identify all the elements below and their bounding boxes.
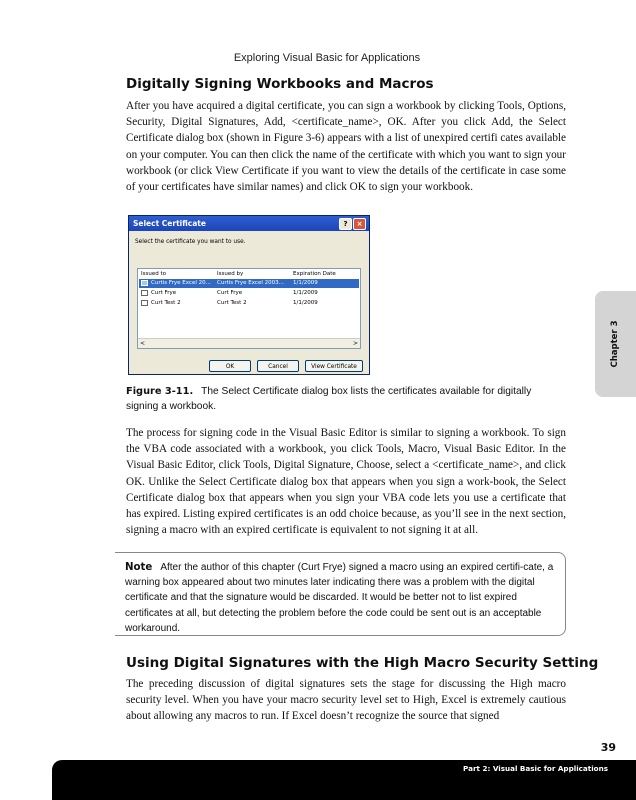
figure-caption bbox=[126, 385, 566, 414]
column-header-expiration[interactable]: Expiration Date bbox=[293, 271, 336, 277]
select-certificate-dialog bbox=[128, 215, 370, 375]
footer-text: Part 2: Visual Basic for Applications bbox=[463, 764, 608, 773]
figure-label: Figure 3-11. bbox=[126, 386, 194, 397]
cell-issued-to: Curt Test 2 bbox=[151, 300, 181, 306]
certificate-row[interactable] bbox=[139, 279, 359, 288]
note-label: Note bbox=[125, 562, 153, 573]
cell-issued-by: Curt Frye bbox=[217, 290, 243, 296]
section-heading-high-security: Using Digital Signatures with the High Macro Security Setting bbox=[126, 655, 599, 671]
view-certificate-button[interactable]: View Certificate bbox=[305, 360, 363, 372]
certificate-row[interactable] bbox=[139, 289, 359, 298]
chapter-tab-label: Chapter 3 bbox=[610, 320, 620, 368]
paragraph-vba-signing: The process for signing code in the Visual Basic Editor is similar to signing a workbook. To sign the VBA code associated with a workbook, you click Tools, Macro, Visual Basic Editor. In the Visual Basic Editor, click Tools, Digital Signature, Choose, select a <certificate_name>, and click OK. Unlike the Select Certificate dialog box that appears when you sign a work-book, the Select Certificate dialog box that appears when you sign your VBA code lets you use a certificate that has expired. Listing expired certificates is an odd choice because, as you’ll see in the next section, signing a macro with an expired certificate is equivalent to not signing it at all. bbox=[126, 427, 566, 537]
dialog-title: Select Certificate bbox=[133, 219, 206, 228]
note-box bbox=[115, 552, 566, 636]
section-heading-signing: Digitally Signing Workbooks and Macros bbox=[126, 76, 434, 92]
certificate-icon bbox=[141, 280, 148, 286]
cell-issued-to: Curt Frye bbox=[151, 290, 177, 296]
ok-button[interactable]: OK bbox=[209, 360, 251, 372]
column-header-issued-to[interactable]: Issued to bbox=[141, 271, 166, 277]
cell-expiration: 1/1/2009 bbox=[293, 280, 318, 286]
horizontal-scrollbar[interactable] bbox=[138, 338, 360, 348]
running-head: Exploring Visual Basic for Applications bbox=[233, 52, 421, 64]
paragraph-signing: After you have acquired a digital certificate, you can sign a workbook by clicking Tools, Options, Security, Digital Signatures, Add, <certificate_name>, OK. After you click Add, the Select Certificate dialog box (shown in Figure 3-6) appears with a list of unexpired certifi cates available on your computer. You can then click the name of the certificate with which you want to sign your workbook (or click View Certificate if you want to view the details of the certificate in case some of your certificates have similar names) and click OK to sign your workbook. bbox=[126, 100, 566, 194]
cancel-button[interactable]: Cancel bbox=[257, 360, 299, 372]
certificate-list[interactable] bbox=[137, 268, 361, 349]
paragraph-high-security: The preceding discussion of digital signatures sets the stage for discussing the High macro security level. When you have your macro security level set to High, Excel is extremely cautious about allowing any macros to run. If Excel doesn’t recognize the source that signed bbox=[126, 678, 566, 723]
cell-expiration: 1/1/2009 bbox=[293, 300, 318, 306]
certificate-icon bbox=[141, 300, 148, 306]
note-text: After the author of this chapter (Curt Frye) signed a macro using an expired certifi-cate, a warning box appeared about two minutes later indicating there was a problem with the digital certificate and that the signature would be discarded. It would be better not to list expired certificates at all, but detecting the problem before the code could be sent out is an acceptable workaround. bbox=[125, 562, 554, 634]
dialog-instruction: Select the certificate you want to use. bbox=[135, 239, 246, 245]
column-header-issued-by[interactable]: Issued by bbox=[217, 271, 244, 277]
figure-caption-text: The Select Certificate dialog box lists the certificates available for digitally signing a workbook. bbox=[126, 386, 532, 412]
cell-issued-by: Curtis Frye Excel 2003... bbox=[217, 280, 284, 286]
cell-expiration: 1/1/2009 bbox=[293, 290, 318, 296]
page-number: 39 bbox=[600, 741, 616, 754]
certificate-icon bbox=[141, 290, 148, 296]
certificate-row[interactable] bbox=[139, 299, 359, 308]
cell-issued-by: Curt Test 2 bbox=[217, 300, 247, 306]
scroll-right-icon[interactable]: > bbox=[352, 340, 358, 347]
footer-bar bbox=[52, 760, 636, 800]
cell-issued-to: Curtis Frye Excel 20... bbox=[151, 280, 211, 286]
close-button[interactable]: × bbox=[353, 218, 366, 230]
scroll-left-icon[interactable]: < bbox=[140, 340, 146, 347]
chapter-tab bbox=[595, 291, 636, 397]
dialog-title-bar bbox=[129, 216, 369, 231]
help-button[interactable]: ? bbox=[339, 218, 352, 230]
